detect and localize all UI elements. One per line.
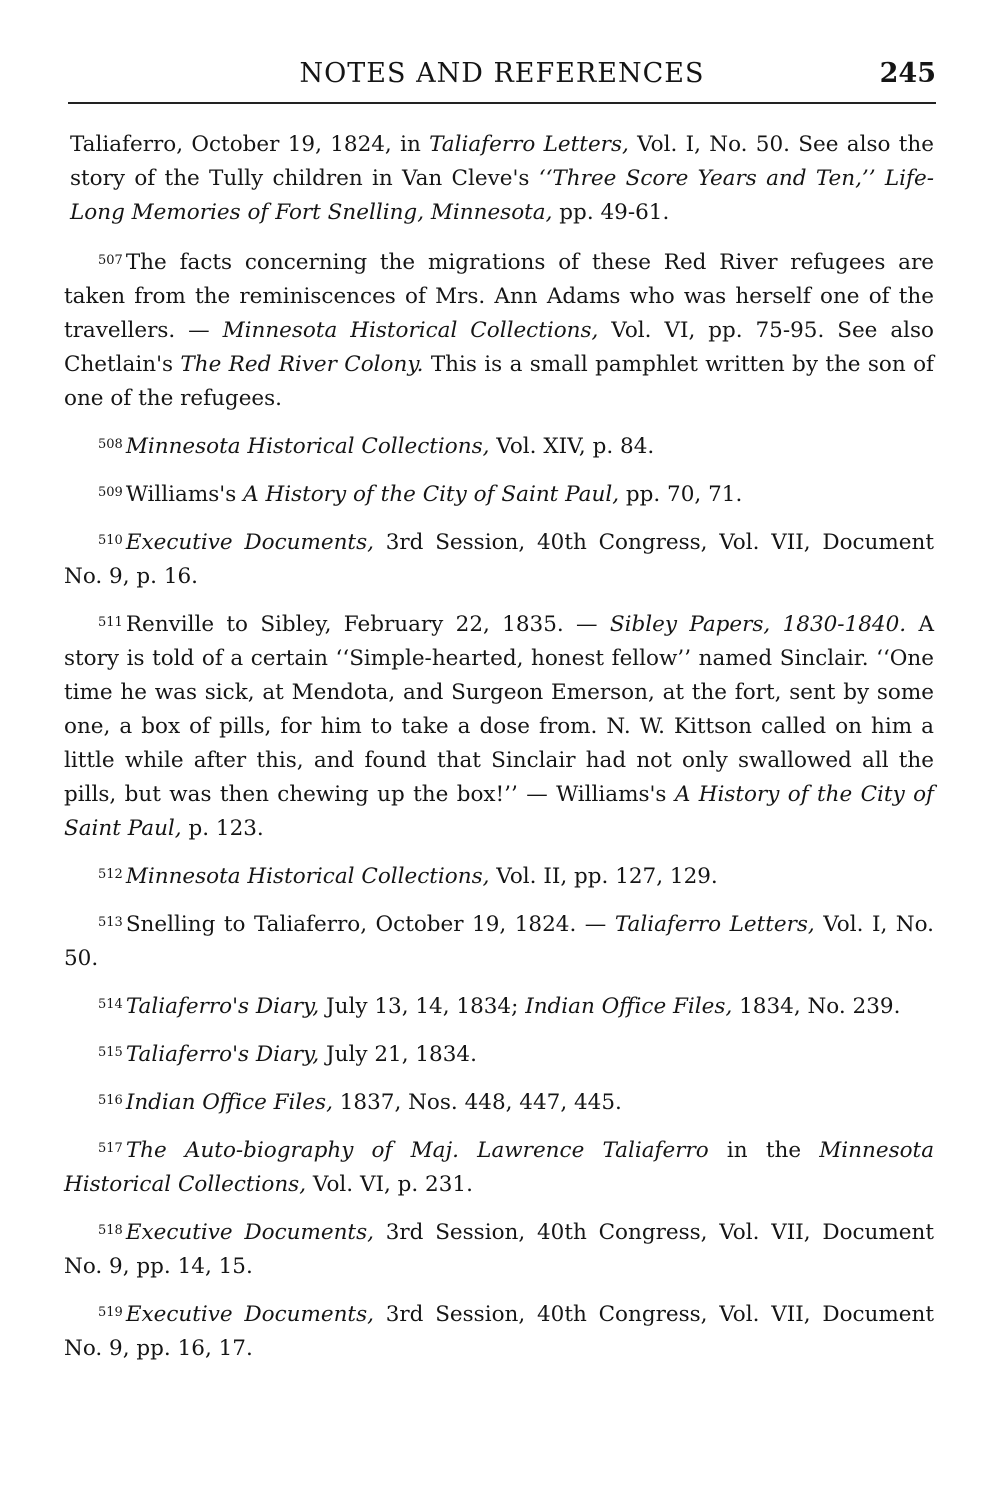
citation-title: ‘‘Three Score Years and Ten,’’ Life-Long Memories of Fort Snelling, Minnesota, [70, 166, 934, 225]
citation-title: Taliaferro Letters, [429, 132, 629, 157]
citation-title: Executive Documents, [125, 1302, 374, 1327]
footnote-519 [58, 1296, 938, 1366]
footnote-516 [58, 1084, 938, 1120]
note-text: pp. 49-61. [552, 200, 670, 225]
footnote-508 [58, 428, 938, 464]
footnote-number: 514 [98, 997, 123, 1012]
note-text: Williams's [125, 482, 244, 507]
footnote-number: 510 [98, 533, 123, 548]
footnote-513 [58, 906, 938, 976]
note-text: July 13, 14, 1834; [319, 994, 526, 1019]
note-text: A story is told of a certain ‘‘Simple-hearted, honest fellow’’ named Sinclair. ‘‘One time he was sick, at Mendota, and Surgeon Emerson, at the fort, sent by some one, a box of pills, for him to take a dose from. N. W. Kittson called on him a little while after this, and found that Sinclair had not only swallowed all the pills, but was then chewing up the box!’’ — Williams's [64, 612, 934, 807]
notes-list [58, 128, 938, 1378]
citation-title: Executive Documents, [125, 530, 374, 555]
note-text: in the [708, 1138, 820, 1163]
citation-title: Taliaferro's Diary, [125, 994, 320, 1019]
footnote-continuation [58, 128, 938, 230]
note-text: Renville to Sibley, February 22, 1835. — [125, 612, 610, 637]
footnote-512 [58, 858, 938, 894]
footnote-517 [58, 1132, 938, 1202]
citation-title: Executive Documents, [125, 1220, 374, 1245]
citation-title: Minnesota Historical Collections, [64, 1138, 935, 1197]
page-header [68, 52, 936, 104]
footnote-number: 519 [98, 1305, 123, 1320]
note-text: p. 123. [181, 816, 264, 841]
footnote-number: 516 [98, 1093, 123, 1108]
footnote-number: 508 [98, 437, 123, 452]
page-number: 245 [879, 58, 936, 89]
citation-title: A History of the City of Saint Paul, [64, 782, 934, 841]
note-text: Vol. VI, p. 231. [306, 1172, 473, 1197]
note-text: This is a small pamphlet written by the son of one of the refugees. [64, 352, 934, 411]
note-text: Vol. II, pp. 127, 129. [489, 864, 718, 889]
footnote-number: 511 [98, 615, 123, 630]
citation-title: Taliaferro's Diary, [125, 1042, 320, 1067]
citation-title: Sibley Papers, 1830-1840. [609, 612, 907, 637]
note-text: 3rd Session, 40th Congress, Vol. VII, Document No. 9, pp. 16, 17. [64, 1302, 935, 1361]
note-text: Snelling to Taliaferro, October 19, 1824. — [125, 912, 615, 937]
footnote-510 [58, 524, 938, 594]
citation-title: Taliaferro Letters, [614, 912, 815, 937]
note-text: The facts concerning the migrations of these Red River refugees are taken from the reminiscences of Mrs. Ann Adams who was herself one of the travellers. — [64, 250, 934, 343]
note-text: Vol. VI, pp. 75-95. See also Chetlain's [64, 318, 934, 377]
footnote-number: 515 [98, 1045, 123, 1060]
footnote-518 [58, 1214, 938, 1284]
citation-title: The Red River Colony. [180, 352, 424, 377]
footnote-number: 509 [98, 485, 123, 500]
note-text: July 21, 1834. [319, 1042, 477, 1067]
footnote-number: 517 [98, 1141, 123, 1156]
footnote-509 [58, 476, 938, 512]
note-text: pp. 70, 71. [619, 482, 743, 507]
note-text: 3rd Session, 40th Congress, Vol. VII, Document No. 9, pp. 14, 15. [64, 1220, 935, 1279]
citation-title: Indian Office Files, [525, 994, 733, 1019]
note-text: 3rd Session, 40th Congress, Vol. VII, Document No. 9, p. 16. [64, 530, 935, 589]
citation-title: Minnesota Historical Collections, [222, 318, 599, 343]
citation-title: Minnesota Historical Collections, [125, 864, 490, 889]
citation-title: Indian Office Files, [125, 1090, 333, 1115]
note-text: Vol. I, No. 50. [64, 912, 934, 971]
note-text: 1834, No. 239. [732, 994, 901, 1019]
footnote-number: 507 [98, 253, 123, 268]
citation-title: A History of the City of Saint Paul, [243, 482, 620, 507]
note-text: Vol. XIV, p. 84. [489, 434, 655, 459]
note-text: Vol. I, No. 50. See also the story of the Tully children in Van Cleve's [70, 132, 934, 191]
footnote-515 [58, 1036, 938, 1072]
note-text: Taliaferro, October 19, 1824, in [70, 132, 430, 157]
citation-title: The Auto-biography of Maj. Lawrence Taliaferro [125, 1138, 709, 1163]
footnote-number: 513 [98, 915, 123, 930]
footnote-number: 512 [98, 867, 123, 882]
running-title: NOTES AND REFERENCES [299, 58, 705, 89]
footnote-511 [58, 606, 938, 846]
note-text: 1837, Nos. 448, 447, 445. [332, 1090, 622, 1115]
footnote-507 [58, 244, 938, 416]
footnote-number: 518 [98, 1223, 123, 1238]
citation-title: Minnesota Historical Collections, [125, 434, 490, 459]
footnote-514 [58, 988, 938, 1024]
